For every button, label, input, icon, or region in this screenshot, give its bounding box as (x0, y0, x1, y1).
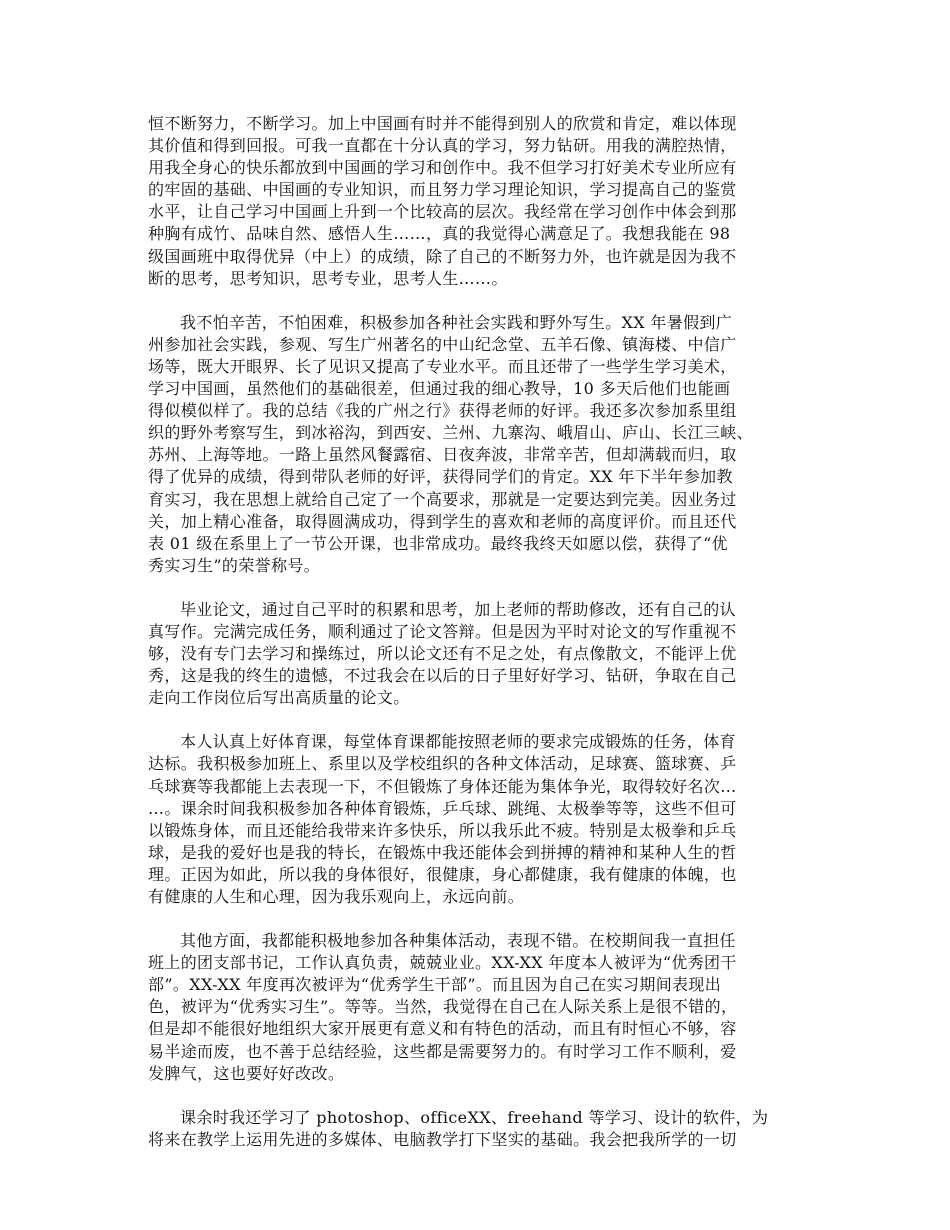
text-line: 达标。我积极参加班上、系里以及学校组织的各种文体活动，足球赛、篮球赛、乒 (148, 754, 737, 774)
paragraph-software-skills (148, 1107, 813, 1151)
text-line: 级国画班中取得优异（中上）的成绩，除了自己的不断努力外，也许就是因为我不 (148, 246, 737, 266)
text-line: 球，是我的爱好也是我的特长，在锻炼中我还能体会到拼搏的精神和某种人生的哲 (148, 842, 737, 862)
text-line: 水平，让自己学习中国画上升到一个比较高的层次。我经常在学习创作中体会到那 (148, 202, 737, 222)
text-line: 将来在教学上运用先进的多媒体、电脑教学打下坚实的基础。我会把我所学的一切 (148, 1129, 737, 1149)
text-line: 秀，这是我的终生的遗憾，不过我会在以后的日子里好好学习、钻研，争取在自己 (148, 666, 737, 686)
text-line: 秀实习生”的荣誉称号。 (148, 555, 321, 575)
text-line: 得了优异的成绩，得到带队老师的好评，获得同学们的肯定。XX 年下半年参加教 (148, 467, 733, 487)
paragraph-thesis (148, 599, 813, 709)
paragraph-sports (148, 731, 813, 908)
text-line: 种胸有成竹、品味自然、感悟人生……，真的我觉得心满意足了。我想我能在 98 (148, 224, 731, 244)
text-line: 本人认真上好体育课，每堂体育课都能按照老师的要求完成锻炼的任务，体育 (180, 732, 736, 752)
text-line: 得似模似样了。我的总结《我的广州之行》获得老师的好评。我还多次参加系里组 (148, 401, 737, 421)
text-line: 我不怕辛苦，不怕困难，积极参加各种社会实践和野外写生。XX 年暑假到广 (180, 312, 733, 332)
text-line: 班上的团支部书记，工作认真负责，兢兢业业。XX-XX 年度本人被评为“优秀团干 (148, 953, 737, 973)
paragraph-other-aspects (148, 930, 813, 1085)
text-line: 有健康的人生和心理，因为我乐观向上，永远向前。 (148, 887, 525, 906)
text-line: 易半途而废，也不善于总结经验，这些都是需要努力的。有时学习工作不顺利，爱 (148, 1041, 737, 1061)
text-line: 恒不断努力，不断学习。加上中国画有时并不能得到别人的欣赏和肯定，难以体现 (148, 114, 737, 133)
text-line: 发脾气，这也要好好改改。 (148, 1063, 345, 1083)
text-line: 场等，既大开眼界、长了见识又提高了专业水平。而且还带了一些学生学习美术， (148, 356, 737, 376)
text-line: 用我全身心的快乐都放到中国画的学习和创作中。我不但学习打好美术专业所应有 (148, 158, 737, 178)
text-line: 育实习，我在思想上就给自己定了一个高要求，那就是一定要达到完美。因业务过 (148, 489, 737, 509)
document-page (148, 113, 813, 1173)
text-line: …。课余时间我积极参加各种体育锻炼，乒乓球、跳绳、太极拳等等，这些不但可 (148, 798, 737, 818)
paragraph-social-practice (148, 312, 813, 577)
text-line: 色，被评为“优秀实习生”。等等。当然，我觉得在自己在人际关系上是很不错的， (148, 997, 738, 1017)
text-line: 部”。XX-XX 年度再次被评为“优秀学生干部”。而且因为自己在实习期间表现出 (148, 975, 722, 995)
text-line: 够，没有专门去学习和操练过，所以论文还有不足之处，有点像散文，不能评上优 (148, 644, 737, 664)
text-line: 毕业论文，通过自己平时的积累和思考，加上老师的帮助修改，还有自己的认 (180, 599, 736, 619)
text-line: 学习中国画，虽然他们的基础很差，但通过我的细心教导，10 多天后他们也能画 (148, 379, 731, 399)
text-line: 断的思考，思考知识，思考专业，思考人生……。 (148, 268, 508, 288)
text-line: 理。正因为如此，所以我的身体很好，很健康，身心都健康，我有健康的体魄，也 (148, 864, 737, 884)
text-line: 以锻炼身体，而且还能给我带来许多快乐，所以我乐此不疲。特别是太极拳和乒乓 (148, 820, 737, 840)
text-line: 关，加上精心准备，取得圆满成功，得到学生的喜欢和老师的高度评价。而且还代 (148, 511, 737, 531)
text-line: 乓球赛等我都能上去表现一下，不但锻炼了身体还能为集体争光，取得较好名次… (148, 776, 737, 796)
text-line: 苏州、上海等地。一路上虽然风餐露宿、日夜奔波，非常辛苦，但却满载而归，取 (148, 445, 737, 465)
text-line: 州参加社会实践，参观、写生广州著名的中山纪念堂、五羊石像、镇海楼、中信广 (148, 334, 737, 354)
text-line: 真写作。完满完成任务，顺利通过了论文答辩。但是因为平时对论文的写作重视不 (148, 621, 737, 641)
text-line: 表 01 级在系里上了一节公开课，也非常成功。最终我终天如愿以偿，获得了“优 (148, 533, 729, 553)
text-line: 其价值和得到回报。可我一直都在十分认真的学习，努力钻研。用我的满腔热情， (148, 136, 737, 156)
text-line: 课余时我还学习了 photoshop、officeXX、freehand 等学习、设计的软件，为 (180, 1107, 769, 1127)
paragraph-study-chinese-painting (148, 113, 813, 290)
text-line: 其他方面，我都能积极地参加各种集体活动，表现不错。在校期间我一直担任 (180, 931, 736, 951)
text-line: 但是却不能很好地组织大家开展更有意义和有特色的活动，而且有时恒心不够，容 (148, 1019, 737, 1039)
text-line: 织的野外考察写生，到冰裕沟，到西安、兰州、九寨沟、峨眉山、庐山、长江三峡、 (148, 423, 753, 443)
text-line: 走向工作岗位后写出高质量的论文。 (148, 688, 410, 708)
text-line: 的牢固的基础、中国画的专业知识，而且努力学习理论知识，学习提高自己的鉴赏 (148, 180, 737, 200)
